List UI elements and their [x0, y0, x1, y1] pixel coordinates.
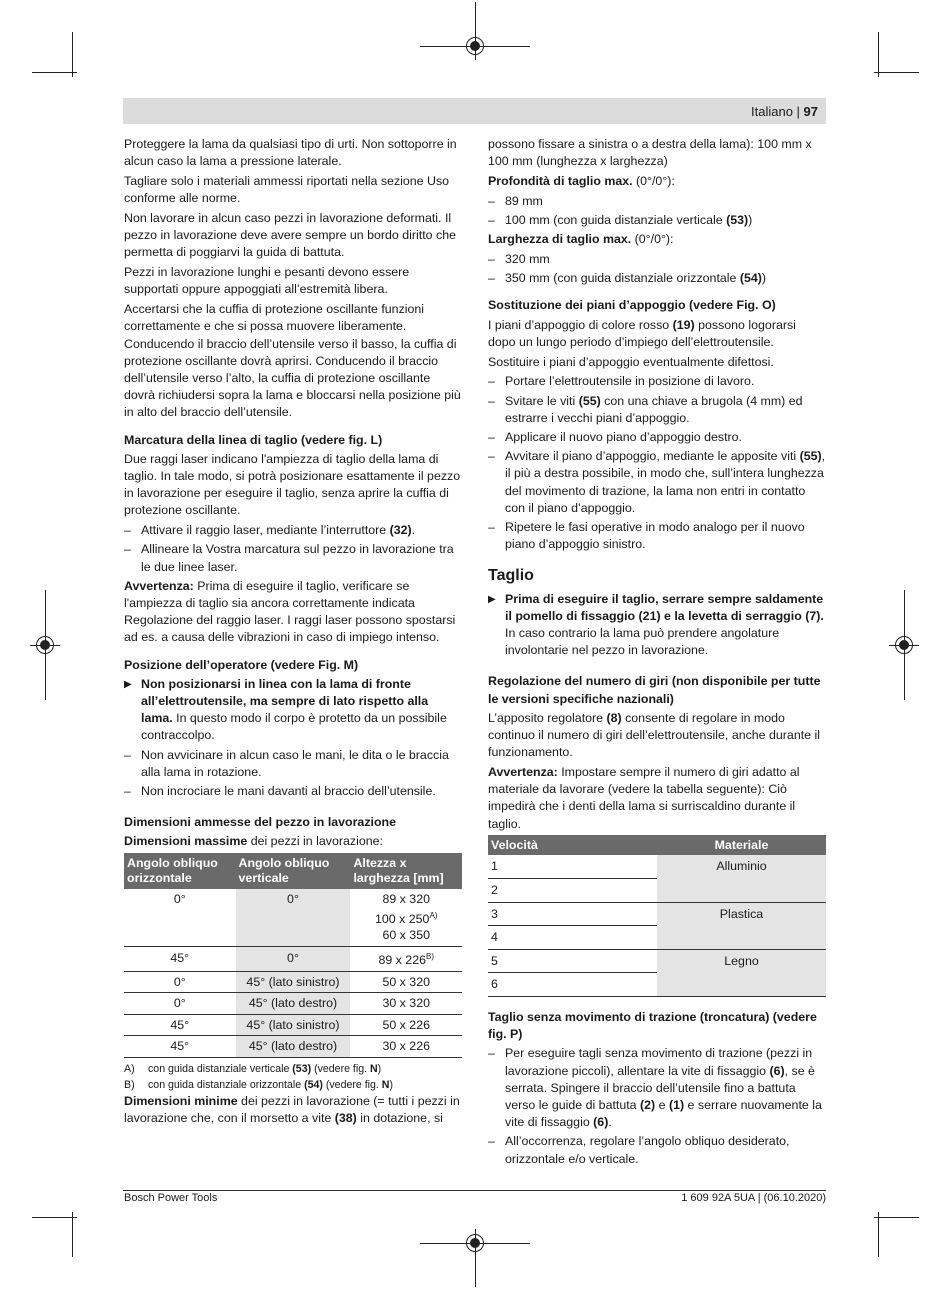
registration-mark-icon [36, 636, 54, 654]
section-heading: Regolazione del numero di giri (non disponibile per tutte le versioni specifiche nazionali) [488, 674, 821, 706]
section-title: Taglio [488, 567, 534, 585]
list-item: – Svitare le viti (55) con una chiave a brugola (4 mm) ed estrarre i vecchi piani d’appoggio. [488, 393, 826, 427]
list-item: – 100 mm (con guida distanziale verticale (53)) [488, 212, 826, 229]
paragraph: possono fissare a sinistra o a destra della lama): 100 mm x 100 mm (lunghezza x larghezza) [488, 137, 812, 169]
crop-mark [72, 1212, 73, 1257]
list-item: – Non incrociare le mani davanti al braccio dell’utensile. [124, 783, 462, 800]
table-cell: 0° [124, 889, 236, 946]
footer-brand: Bosch Power Tools [124, 1192, 218, 1204]
table-cell: 0° [124, 971, 236, 993]
table-cell: 45° (lato sinistro) [236, 971, 351, 993]
paragraph: Non lavorare in alcun caso pezzi in lavorazione deformati. Il pezzo in lavorazione deve avere sempre un bordo diritto che permetta di poggiarvi la guida di battuta. [124, 211, 456, 260]
paragraph: L’apposito regolatore (8) consente di regolare in modo continuo il numero di giri dell’elettroutensile, anche durante il funzionamento. [488, 710, 820, 760]
table-cell: 50 x 320 [350, 971, 462, 993]
table-cell: 5 [488, 949, 657, 973]
footnote: B) con guida distanziale orizzontale (54) (vedere fig. N) [124, 1078, 393, 1091]
table-cell: Legno [657, 949, 826, 996]
table-cell: 30 x 226 [350, 1036, 462, 1058]
list-item: – Applicare il nuovo piano d’appoggio destro. [488, 429, 826, 446]
table-row [124, 889, 462, 946]
paragraph: Pezzi in lavorazione lunghi e pesanti devono essere supportati oppure appoggiati all’estremità libera. [124, 265, 410, 297]
section-heading: Taglio senza movimento di trazione (troncatura) (vedere fig. P) [488, 1010, 817, 1042]
table-cell: 45° [124, 1014, 236, 1036]
header-language: Italiano [751, 104, 793, 119]
dash-list [488, 1045, 826, 1167]
table-header-cell: Angolo obliquo orizzontale [124, 853, 236, 889]
table-cell: 0° [236, 946, 351, 971]
paragraph: Tagliare solo i materiali ammessi riportati nella sezione Uso conforme alle norme. [124, 174, 450, 206]
table-row [488, 855, 826, 878]
table-row [124, 946, 462, 971]
list-item: – Avvitare il piano d’appoggio, mediante le apposite viti (55), il più a destra possibile, in modo che, sull’intera lunghezza del movimento di trazione, la lama non entri in contatto con il piano d’appoggio. [488, 448, 826, 517]
header-text: Italiano | 97 [751, 104, 818, 119]
crop-mark [874, 72, 919, 73]
warning-item: ▶ Non posizionarsi in linea con la lama di fronte all’elettroutensile, ma sempre di lato rispetto alla lama. In questo modo il corpo è protetto da un possibile contraccolpo. [124, 676, 462, 745]
footer-doc-id: 1 609 92A 5UA | (06.10.2020) [681, 1192, 826, 1204]
list-item: – All’occorrenza, regolare l’angolo obliquo desiderato, orizzontale e/o verticale. [488, 1133, 826, 1167]
list-item: – Per eseguire tagli senza movimento di trazione (pezzi in lavorazione piccoli), allentare la vite di fissaggio (6), se è serrata. Spingere il braccio dell’utensile fino a battuta verso le guide di battuta (2) e (1) e serrare nuovamente la vite di fissaggio (6). [488, 1045, 826, 1131]
note-paragraph: Avvertenza: Prima di eseguire il taglio, verificare se l'ampiezza di taglio sia ancora correttamente indicata Regolazione del raggio laser. I raggi laser possono spostarsi ad es. a causa delle vibrazioni in caso di impiego intenso. [124, 578, 456, 645]
section-heading: Posizione dell’operatore (vedere Fig. M) [124, 657, 359, 672]
table-cell: 30 x 320 [350, 993, 462, 1015]
list-item: – Non avvicinare in alcun caso le mani, le dita o le braccia alla lama in rotazione. [124, 747, 462, 781]
table-cell: 2 [488, 879, 657, 903]
crop-mark [874, 1217, 919, 1218]
table-row [124, 993, 462, 1015]
list-item: – 89 mm [488, 193, 826, 210]
paragraph: Dimensioni massime dei pezzi in lavorazione: [124, 834, 383, 849]
table-header-row [488, 835, 826, 855]
speed-table [488, 835, 826, 997]
crop-mark [32, 1217, 77, 1218]
table-header-cell: Angolo obliquo verticale [236, 853, 351, 889]
table-row [488, 949, 826, 973]
paragraph: I piani d’appoggio di colore rosso (19) possono logorarsi dopo un lungo periodo d’impiego dell’elettroutensile. [488, 317, 796, 349]
table-cell: Plastica [657, 902, 826, 949]
table-cell: 45° (lato sinistro) [236, 1014, 351, 1036]
footnote: A) con guida distanziale verticale (53) (vedere fig. N) [124, 1062, 382, 1075]
table-cell: 1 [488, 855, 657, 878]
table-header-cell: Velocità [488, 835, 657, 855]
paragraph: Dimensioni minime dei pezzi in lavorazione (= tutti i pezzi in lavorazione che, con il morsetto a vite (38) in dotazione, si [124, 1093, 460, 1125]
crop-mark [878, 1212, 879, 1257]
list-item: – Ripetere le fasi operative in modo analogo per il nuovo piano d’appoggio sinistro. [488, 519, 826, 553]
table-cell: 45° (lato destro) [236, 1036, 351, 1058]
paragraph: Larghezza di taglio max. (0°/0°): [488, 232, 674, 247]
table-header-cell: Altezza x larghezza [mm] [350, 853, 462, 889]
list-item: – Allineare la Vostra marcatura sul pezzo in lavorazione tra le due linee laser. [124, 541, 462, 575]
table-header-row [124, 853, 462, 889]
dimensions-table [124, 853, 462, 1057]
table-row [124, 1036, 462, 1058]
list-item: – Attivare il raggio laser, mediante l’interruttore (32). [124, 522, 462, 539]
page-header [123, 98, 826, 124]
warning-item: ▶ Prima di eseguire il taglio, serrare sempre saldamente il pomello di fissaggio (21) e la levetta di serraggio (7). In caso contrario la lama può prendere angolature involontarie nel pezzo in lavorazione. [488, 591, 826, 660]
table-row [488, 902, 826, 926]
table-cell: 0° [124, 993, 236, 1015]
list-item: – 320 mm [488, 251, 826, 268]
paragraph: Due raggi laser indicano l'ampiezza di taglio della lama di taglio. In tale modo, si potrà posizionare esattamente il pezzo in lavorazione per eseguire il taglio, senza aprire la cuffia di protezione oscillante. [124, 451, 461, 518]
section-heading: Dimensioni ammesse del pezzo in lavorazione [124, 815, 396, 830]
table-cell: Alluminio [657, 855, 826, 902]
table-cell: 45° [124, 1036, 236, 1058]
dash-list [124, 522, 462, 576]
table-row [124, 971, 462, 993]
crop-mark [32, 72, 77, 73]
registration-mark-icon [466, 37, 484, 55]
section-heading: Sostituzione dei piani d’appoggio (vedere Fig. O) [488, 298, 776, 313]
paragraph: Sostituire i piani d’appoggio eventualmente difettosi. [488, 354, 774, 369]
table-cell: 0° [236, 889, 351, 946]
list-item: – Portare l’elettroutensile in posizione di lavoro. [488, 373, 826, 390]
table-cell: 3 [488, 902, 657, 926]
table-cell: 50 x 226 [350, 1014, 462, 1036]
dash-list [124, 747, 462, 801]
paragraph: Profondità di taglio max. (0°/0°): [488, 174, 675, 188]
section-heading: Marcatura della linea di taglio (vedere fig. L) [124, 432, 383, 447]
crop-mark [72, 32, 73, 77]
right-column [488, 136, 826, 1170]
table-cell: 45° (lato destro) [236, 993, 351, 1015]
page-number: 97 [803, 104, 818, 119]
crop-mark [878, 32, 879, 77]
table-header-cell: Materiale [657, 835, 826, 855]
dash-list [488, 251, 826, 287]
list-item: – 350 mm (con guida distanziale orizzontale (54)) [488, 270, 826, 287]
registration-mark-icon [466, 1234, 484, 1252]
table-cell: 45° [124, 946, 236, 971]
registration-mark-icon [895, 636, 913, 654]
footer-divider [123, 1190, 826, 1191]
table-row [124, 1014, 462, 1036]
table-cell: 89 x 320 100 x $250^{A)}$ 60 x 350 [350, 889, 462, 946]
left-column [124, 136, 462, 1130]
dash-list [488, 373, 826, 553]
paragraph: Proteggere la lama da qualsiasi tipo di urti. Non sottoporre in alcun caso la lama a pressione laterale. [124, 137, 457, 169]
note-paragraph: Avvertenza: Impostare sempre il numero di giri adatto al materiale da lavorare (vedere la tabella seguente): Ciò impedirà che i denti della lama si surriscaldino durante il taglio. [488, 765, 800, 831]
dash-list [488, 193, 826, 229]
paragraph: Accertarsi che la cuffia di protezione oscillante funzioni correttamente e che si possa muovere liberamente. Conducendo il braccio dell’utensile verso il basso, la cuffia di protezione oscillante dovrà aprirsi. Conducendo il braccio dell’utensile verso l’alto, la cuffia di protezione oscillante dovrà richiudersi sopra la lama e bloccarsi nella posizione più in alto del braccio dell’utensile. [124, 302, 461, 420]
table-cell: 89 x $226^{B)}$ [350, 946, 462, 971]
table-cell: 4 [488, 926, 657, 950]
table-cell: 6 [488, 973, 657, 997]
